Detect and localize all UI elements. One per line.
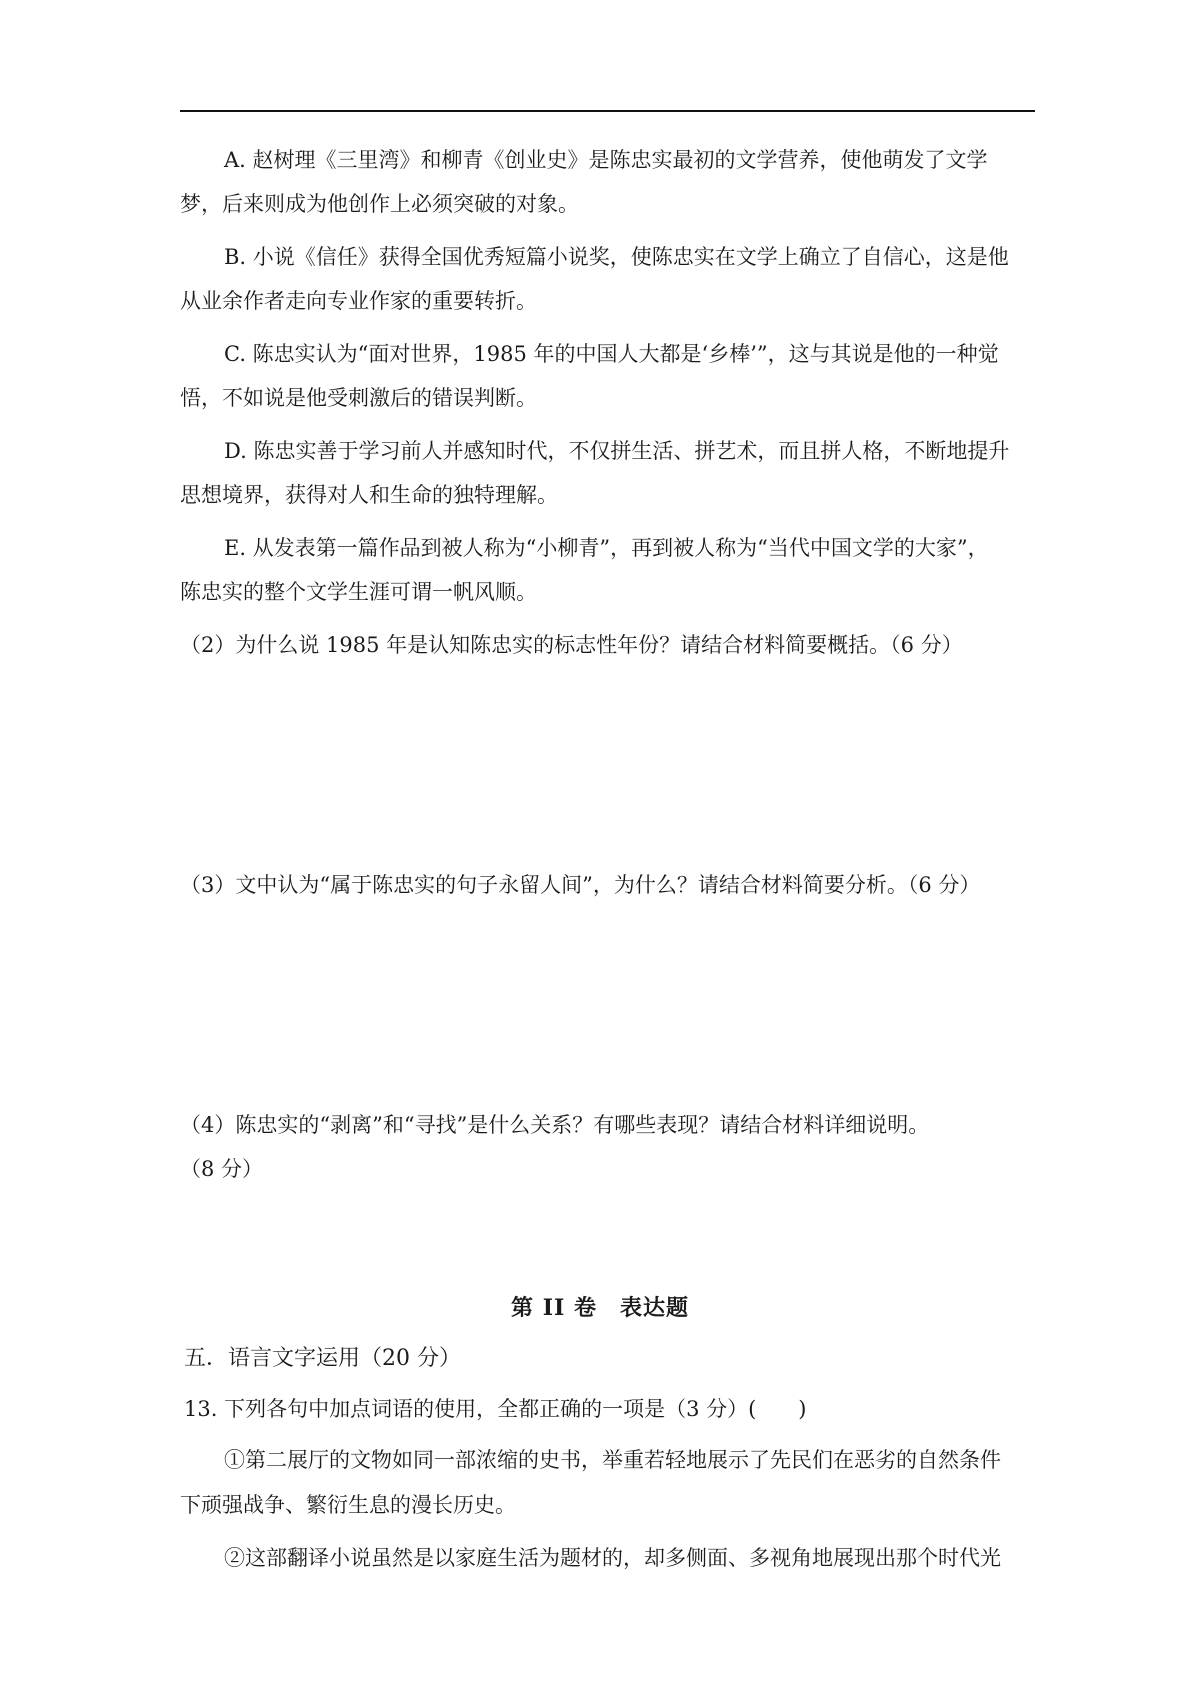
option-a-line-2: 梦，后来则成为他创作上必须突破的对象。 — [180, 192, 579, 216]
option-c-line-2: 悟，不如说是他受刺激后的错误判断。 — [180, 386, 537, 410]
option-a-line-1: A. 赵树理《三里湾》和柳青《创业史》是陈忠实最初的文学营养，使他萌发了文学 — [224, 148, 988, 172]
question-4-line-2: （8 分） — [180, 1157, 264, 1181]
question-13: 13. 下列各句中加点词语的使用，全都正确的一项是（3 分）( ) — [184, 1397, 807, 1421]
option-b-line-1: B. 小说《信任》获得全国优秀短篇小说奖，使陈忠实在文学上确立了自信心，这是他 — [224, 245, 1009, 269]
option-b-line-2: 从业余作者走向专业作家的重要转折。 — [180, 289, 537, 313]
section-5-heading: 五．语言文字运用（20 分） — [184, 1346, 461, 1371]
option-d-line-1: D. 陈忠实善于学习前人并感知时代，不仅拼生活、拼艺术，而且拼人格，不断地提升 — [224, 439, 1010, 463]
part-2-title: 第 II 卷 表达题 — [511, 1295, 689, 1321]
question-4-line-1: （4）陈忠实的“剥离”和“寻找”是什么关系？有哪些表现？请结合材料详细说明。 — [180, 1113, 930, 1137]
item-2-line-1: ②这部翻译小说虽然是以家庭生活为题材的，却多侧面、多视角地展现出那个时代光 — [224, 1546, 1001, 1570]
question-3: （3）文中认为“属于陈忠实的句子永留人间”，为什么？请结合材料简要分析。（6 分） — [180, 873, 981, 897]
question-2: （2）为什么说 1985 年是认知陈忠实的标志性年份？请结合材料简要概括。（6 分） — [180, 633, 963, 657]
option-c-line-1: C. 陈忠实认为“面对世界，1985 年的中国人大都是‘乡棒’”，这与其说是他的一种觉 — [224, 342, 999, 366]
item-1-line-2: 下顽强战争、繁衍生息的漫长历史。 — [180, 1493, 516, 1517]
item-1-line-1: ①第二展厅的文物如同一部浓缩的史书，举重若轻地展示了先民们在恶劣的自然条件 — [224, 1448, 1001, 1472]
header-rule — [180, 110, 1035, 112]
option-e-line-1: E. 从发表第一篇作品到被人称为“小柳青”，再到被人称为“当代中国文学的大家”， — [224, 536, 989, 560]
option-e-line-2: 陈忠实的整个文学生涯可谓一帆风顺。 — [180, 580, 537, 604]
option-d-line-2: 思想境界，获得对人和生命的独特理解。 — [180, 483, 558, 507]
